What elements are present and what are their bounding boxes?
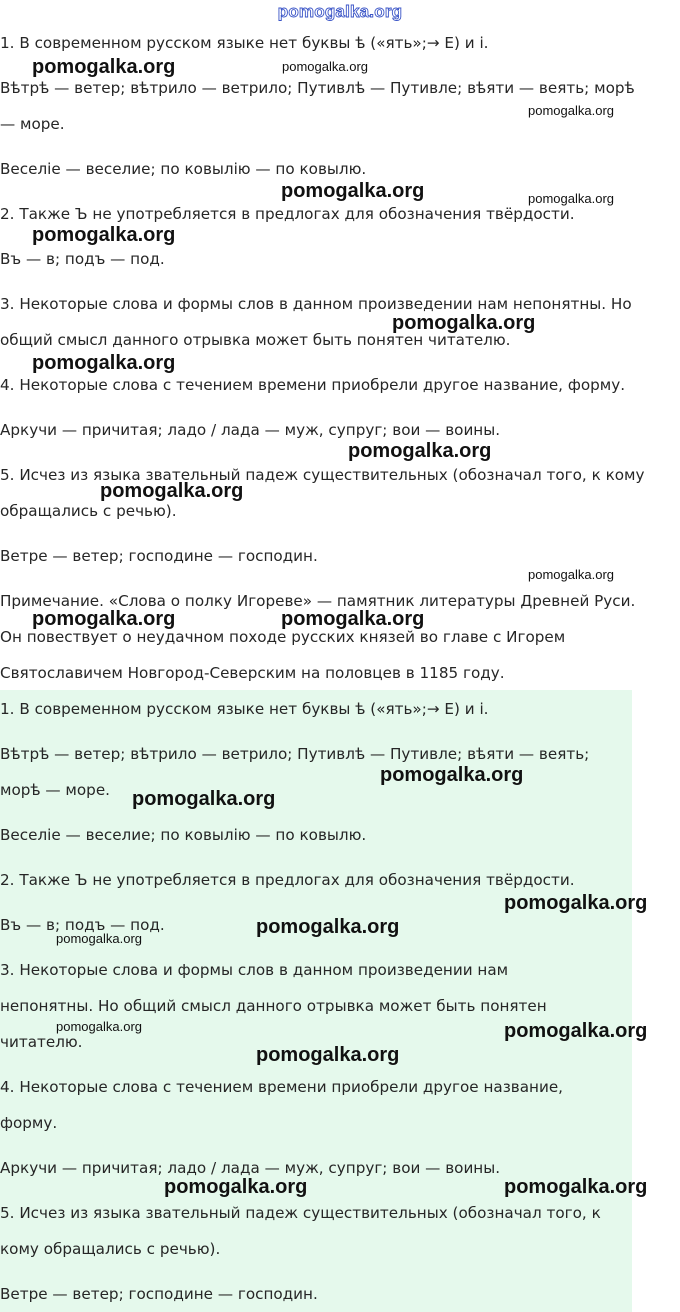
text-line: Въ — в; подъ — под.	[0, 250, 165, 268]
text-line: 3. Некоторые слова и формы слов в данном произведении нам	[0, 961, 509, 979]
text-line: Веселіе — веселие; по ковылію — по ковылю.	[0, 826, 367, 844]
watermark: pomogalka.org	[256, 1044, 400, 1066]
text-line: 4. Некоторые слова с течением времени приобрели другое название,	[0, 1078, 564, 1096]
watermark: pomogalka.org	[528, 103, 614, 118]
text-line: общий смысл данного отрывка может быть понятен читателю.	[0, 331, 511, 349]
watermark: pomogalka.org	[282, 59, 368, 74]
watermark: pomogalka.org	[32, 224, 176, 246]
watermark: pomogalka.org	[504, 892, 648, 914]
watermark: pomogalka.org	[164, 1176, 308, 1198]
watermark: pomogalka.org	[504, 1176, 648, 1198]
text-line: 4. Некоторые слова с течением времени приобрели другое название, форму.	[0, 376, 626, 394]
watermark: pomogalka.org	[256, 916, 400, 938]
watermark: pomogalka.org	[32, 56, 176, 78]
text-line: Он повествует о неудачном походе русских князей во главе с Игорем	[0, 628, 566, 646]
watermark: pomogalka.org	[32, 608, 176, 630]
watermark: pomogalka.org	[392, 312, 536, 334]
watermark: pomogalka.org	[281, 180, 425, 202]
text-line: морѣ — море.	[0, 781, 110, 799]
watermark: pomogalka.org	[100, 480, 244, 502]
text-line: Веселіе — веселие; по ковылію — по ковылю.	[0, 160, 367, 178]
text-line: 5. Исчез из языка звательный падеж существительных (обозначал того, к кому	[0, 466, 645, 484]
text-line: кому обращались с речью).	[0, 1240, 221, 1258]
watermark: pomogalka.org	[348, 440, 492, 462]
watermark: pomogalka.org	[56, 1019, 142, 1034]
watermark: pomogalka.org	[281, 608, 425, 630]
site-header[interactable]	[0, 0, 680, 26]
watermark: pomogalka.org	[528, 567, 614, 582]
text-line: Вѣтрѣ — ветер; вѣтрило — ветрило; Путивлѣ — Путивле; вѣяти — веять;	[0, 745, 590, 763]
text-line: Вѣтрѣ — ветер; вѣтрило — ветрило; Путивлѣ — Путивле; вѣяти — веять; морѣ	[0, 79, 635, 97]
watermark: pomogalka.org	[504, 1020, 648, 1042]
text-line: Ветре — ветер; господине — господин.	[0, 547, 318, 565]
watermark: pomogalka.org	[380, 764, 524, 786]
text-line: форму.	[0, 1114, 58, 1132]
text-line: Примечание. «Слова о полку Игореве» — памятник литературы Древней Руси.	[0, 592, 636, 610]
watermark: pomogalka.org	[132, 788, 276, 810]
text-line: 5. Исчез из языка звательный падеж существительных (обозначал того, к	[0, 1204, 601, 1222]
text-line: 1. В современном русском языке нет буквы ѣ («ять»;→ Е) и і.	[0, 700, 489, 718]
watermark: pomogalka.org	[32, 352, 176, 374]
text-line: непонятны. Но общий смысл данного отрывка может быть понятен	[0, 997, 547, 1015]
text-line: 2. Также Ъ не употребляется в предлогах для обозначения твёрдости.	[0, 871, 575, 889]
text-line: Аркучи — причитая; ладо / лада — муж, супруг; вои — воины.	[0, 1159, 501, 1177]
text-line: Святославичем Новгород-Северским на половцев в 1185 году.	[0, 664, 505, 682]
text-line: обращались с речью).	[0, 502, 177, 520]
text-line: Въ — в; подъ — под.	[0, 916, 165, 934]
text-line: 2. Также Ъ не употребляется в предлогах для обозначения твёрдости.	[0, 205, 575, 223]
watermark: pomogalka.org	[56, 931, 142, 946]
text-line: Ветре — ветер; господине — господин.	[0, 1285, 318, 1303]
text-line: 3. Некоторые слова и формы слов в данном произведении нам непонятны. Но	[0, 295, 632, 313]
text-line: — море.	[0, 115, 65, 133]
text-line: Аркучи — причитая; ладо / лада — муж, супруг; вои — воины.	[0, 421, 501, 439]
text-line: 1. В современном русском языке нет буквы ѣ («ять»;→ Е) и і.	[0, 34, 489, 52]
watermark: pomogalka.org	[528, 191, 614, 206]
site-header-logo[interactable]: pomogalka.org	[277, 2, 403, 21]
text-line: читателю.	[0, 1033, 83, 1051]
